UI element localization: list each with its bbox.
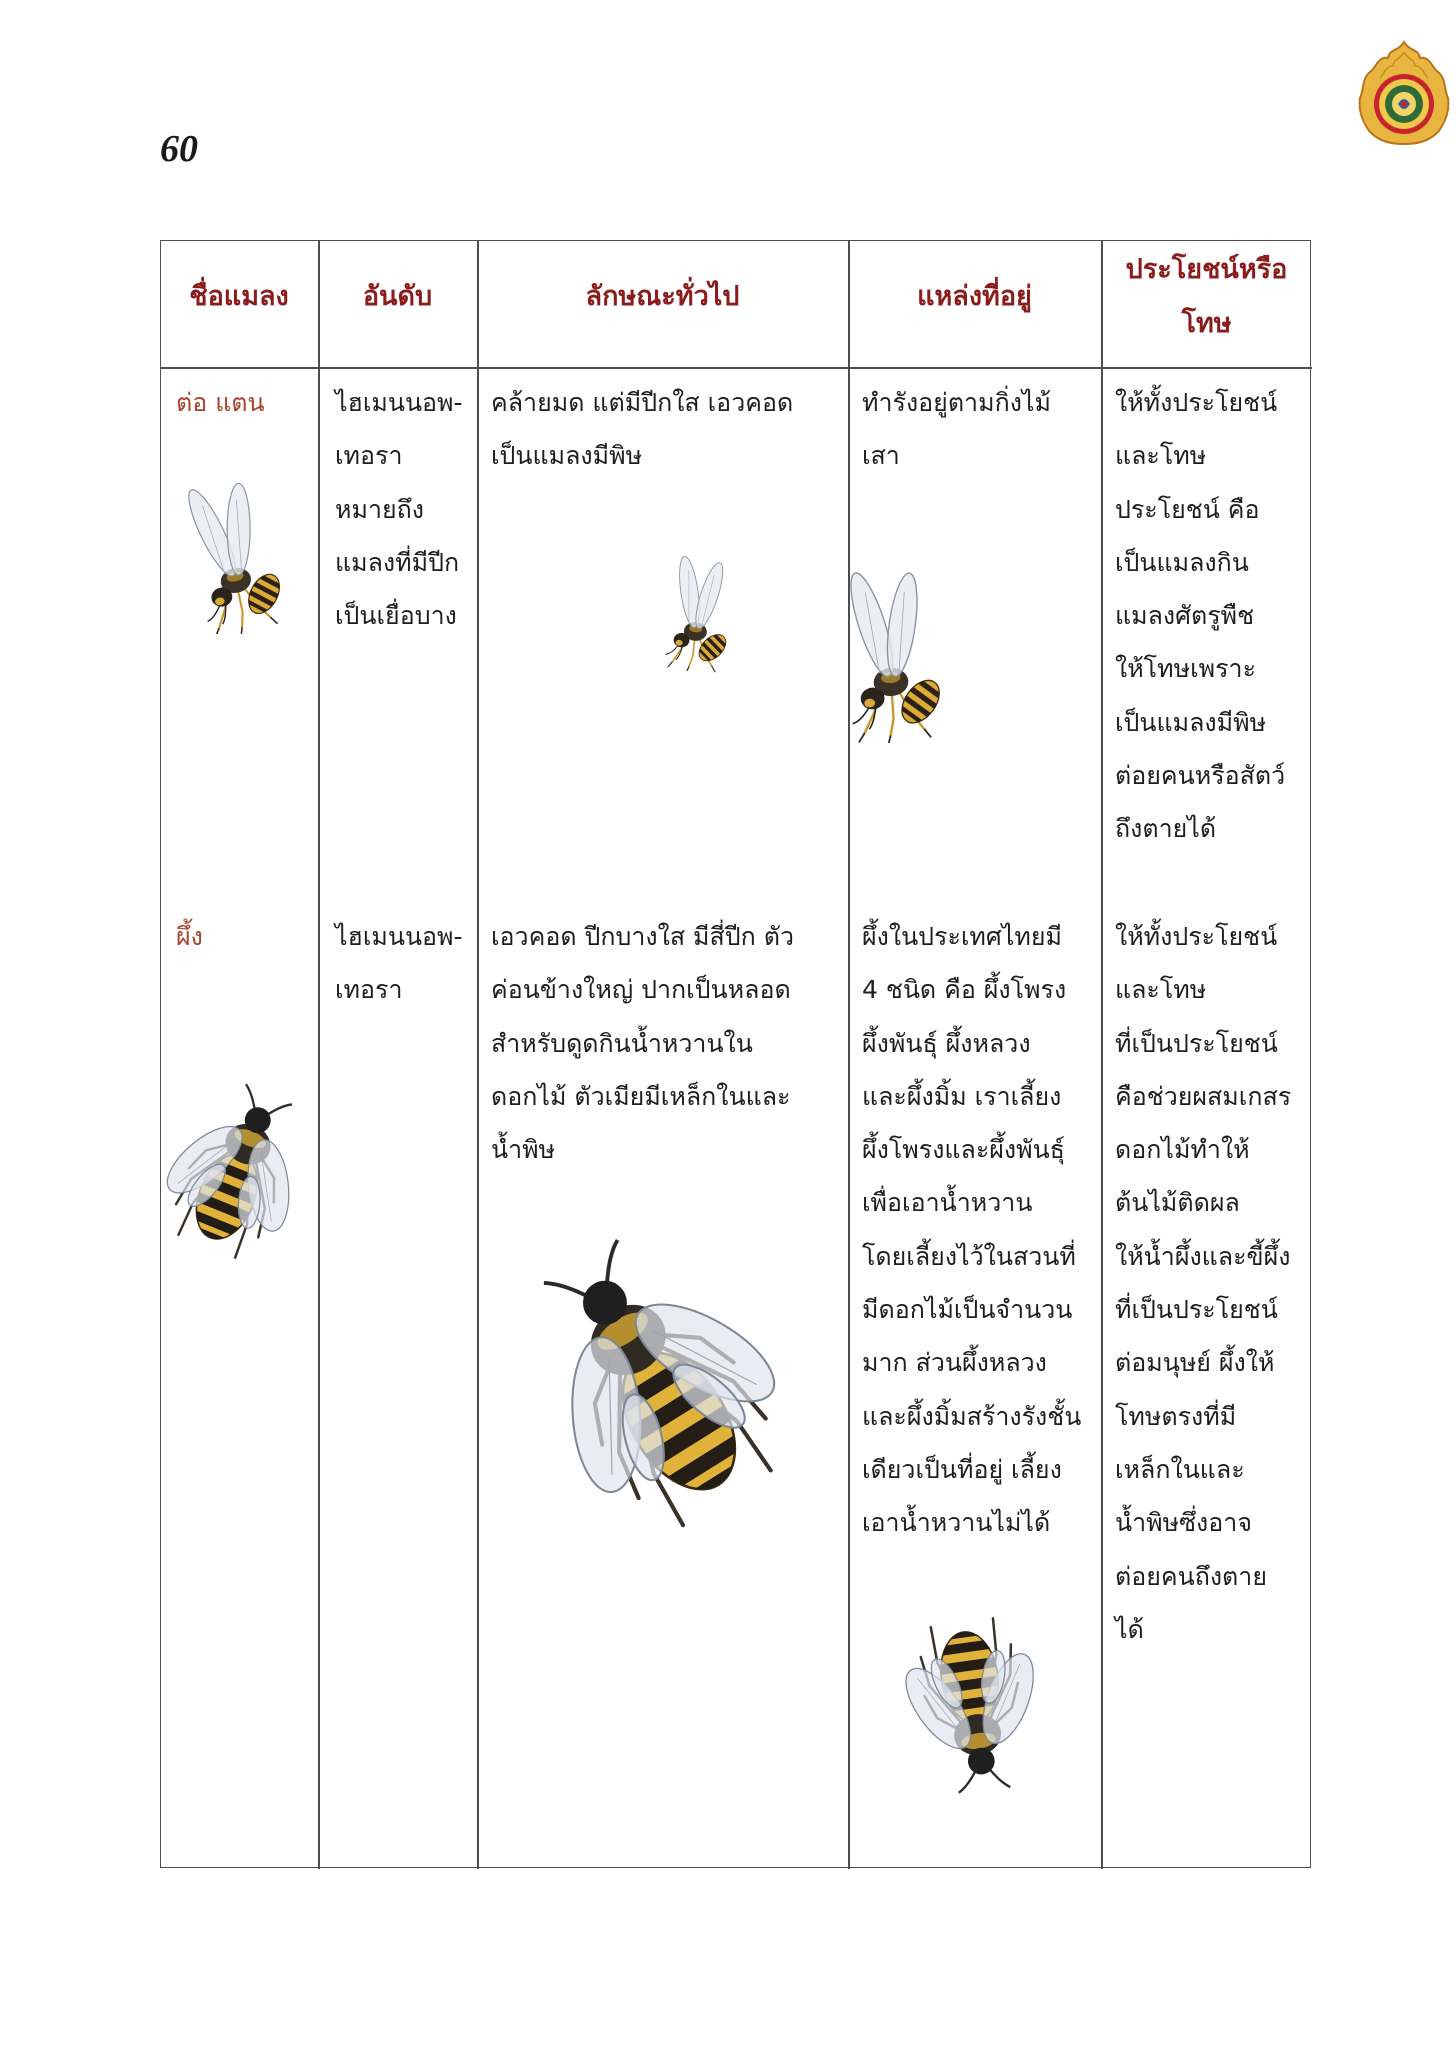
order-line: แมลงที่มีปีก [335,547,460,577]
order-line: หมายถึง [335,494,424,524]
benefit-harm-line: และโทษ [1115,441,1207,471]
benefit-harm-cell [1115,910,1309,1656]
characteristics-line: เป็นแมลงมีพิษ [491,441,643,471]
characteristics-line: น้ำพิษ [491,1135,556,1165]
habitat-line: และผึ้งมิ้มสร้างรังชั้น [862,1401,1082,1431]
benefit-harm-line: ต้นไม้ติดผล [1115,1188,1240,1218]
characteristics-line: สำหรับดูดกินน้ำหวานใน [491,1028,753,1058]
characteristics-line: ดอกไม้ ตัวเมียมีเหล็กในและ [491,1081,791,1111]
wasp-illustration [166,472,298,634]
benefit-harm-line: น้ำพิษซึ่งอาจ [1115,1508,1252,1538]
header-habitat [848,240,1101,367]
benefit-harm-line: ให้โทษเพราะ [1115,654,1256,684]
benefit-harm-line: ต่อมนุษย์ ผึ้งให้ [1115,1348,1275,1378]
benefit-harm-line: เป็นแมลงมีพิษ [1115,707,1267,737]
bee-illustration [498,1218,816,1554]
habitat-line: ผึ้งโพรงและผึ้งพันธุ์ [862,1135,1065,1165]
habitat-line: 4 ชนิด คือ ผึ้งโพรง [862,975,1067,1005]
characteristics-line: ค่อนข้างใหญ่ ปากเป็นหลอด [491,975,791,1005]
order-line: ไฮเมนนอพ- [335,922,463,951]
wasp-illustration [826,543,956,758]
habitat-line: และผึ้งมิ้ม เราเลี้ยง [862,1081,1062,1111]
benefit-harm-line: และโทษ [1115,975,1207,1005]
header-label: โทษ [1181,307,1232,339]
header-label: ลักษณะทั่วไป [585,280,740,312]
order-line: เทอรา [335,441,403,471]
insect-name-cell [176,376,312,429]
emblem-logo-icon [1358,38,1450,148]
table-row [0,910,1456,1868]
habitat-line: มาก ส่วนผึ้งหลวง [862,1348,1047,1378]
benefit-harm-line: ประโยชน์ คือ [1115,494,1260,524]
insect-name: ผึ้ง [176,922,203,951]
order-line: เป็นเยื่อบาง [335,601,457,631]
habitat-line: ผึ้งพันธุ์ ผึ้งหลวง [862,1028,1031,1058]
table-row [0,376,1456,896]
benefit-harm-line: ถึงตายได้ [1115,814,1217,844]
benefit-harm-line: ให้ทั้งประโยชน์ [1115,922,1278,951]
order-line: เทอรา [335,975,403,1005]
characteristics-line: เอวคอด ปีกบางใส มีสี่ปีก ตัว [491,922,795,951]
habitat-line: มีดอกไม้เป็นจำนวน [862,1295,1073,1325]
header-order [318,240,477,367]
page-number: 60 [160,128,198,170]
benefit-harm-line: คือช่วยผสมเกสร [1115,1081,1292,1111]
insect-name-cell [176,910,312,963]
benefit-harm-line: ที่เป็นประโยชน์ [1115,1028,1278,1058]
habitat-line: ทำรังอยู่ตามกิ่งไม้ [862,388,1051,417]
header-label: อันดับ [362,280,433,312]
benefit-harm-line: เหล็กในและ [1115,1454,1245,1484]
insect-name: ต่อ แตน [176,388,265,417]
benefit-harm-line: ที่เป็นประโยชน์ [1115,1295,1278,1325]
benefit-harm-line: ให้ทั้งประโยชน์ [1115,388,1278,417]
habitat-cell [862,910,1098,1550]
order-cell [335,376,473,642]
bee-illustration [152,1066,320,1282]
characteristics-cell [491,376,843,483]
header-characteristics [477,240,848,367]
header-insect-name [160,240,318,367]
header-label: ชื่อแมลง [189,280,289,312]
header-label: ประโยชน์หรือ [1125,254,1288,286]
benefit-harm-line: แมลงศัตรูพืช [1115,601,1255,631]
header-label: แหล่งที่อยู่ [917,280,1032,312]
characteristics-line: คล้ายมด แต่มีปีกใส เอวคอด [491,388,794,417]
habitat-cell [862,376,1098,483]
order-cell [335,910,473,1017]
benefit-harm-line: ดอกไม้ทำให้ [1115,1135,1250,1165]
benefit-harm-line: เป็นแมลงกิน [1115,547,1249,577]
habitat-line: เสา [862,441,900,471]
benefit-harm-cell [1115,376,1309,856]
benefit-harm-line: ได้ [1115,1614,1144,1644]
habitat-line: เดียวเป็นที่อยู่ เลี้ยง [862,1454,1062,1484]
header-benefit-harm [1101,240,1312,367]
habitat-line: ผึ้งในประเทศไทยมี [862,922,1062,951]
benefit-harm-line: โทษตรงที่มี [1115,1401,1237,1431]
habitat-line: เพื่อเอาน้ำหวาน [862,1188,1033,1218]
benefit-harm-line: ต่อยคนถึงตาย [1115,1561,1267,1591]
order-line: ไฮเมนนอพ- [335,388,463,417]
benefit-harm-line: ให้น้ำผึ้งและขี้ผึ้ง [1115,1241,1291,1271]
habitat-line: เอาน้ำหวานไม่ได้ [862,1508,1051,1538]
habitat-line: โดยเลี้ยงไว้ในสวนที่ [862,1241,1076,1271]
bee-illustration [884,1600,1062,1804]
wasp-illustration [656,546,742,676]
characteristics-cell [491,910,843,1176]
header-divider [160,367,1312,369]
benefit-harm-line: ต่อยคนหรือสัตว์ [1115,761,1286,791]
